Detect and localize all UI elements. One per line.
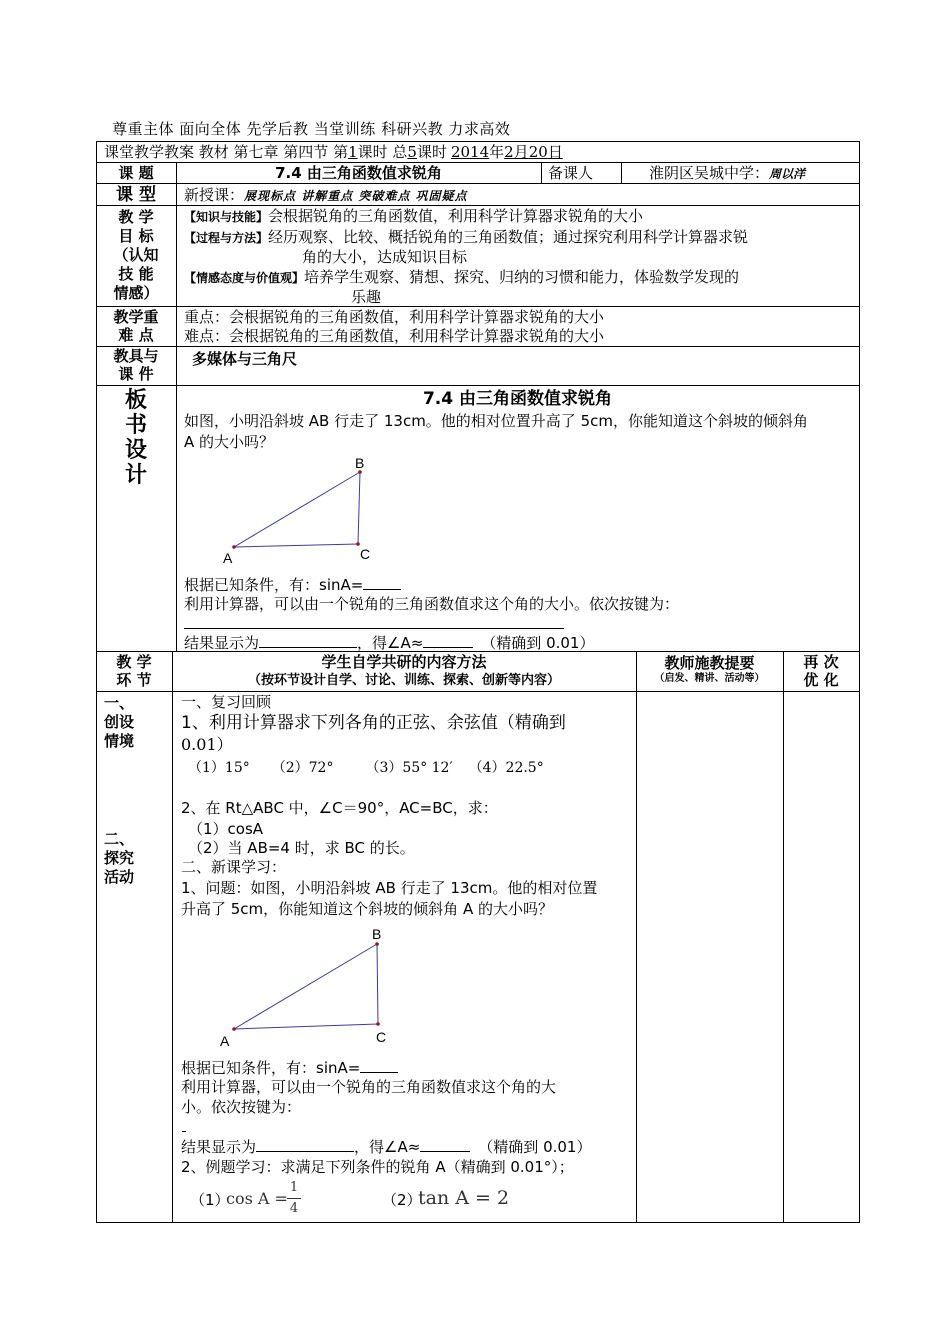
example-2-expr: tan A = 2 <box>418 1187 510 1209</box>
date-nian: 年 <box>489 143 505 161</box>
example-title: 2、例题学习：求满足下列条件的锐角 A（精确到 0.01°）； <box>181 1158 574 1176</box>
new-question-1b: 升高了 5cm，你能知道这个斜坡的倾斜角 A 的大小吗？ <box>181 900 553 918</box>
lesson-calc-line1: 利用计算器，可以由一个锐角的三角函数值求这个角的大 <box>181 1078 557 1096</box>
lesson-vertex-a-dot <box>232 1027 236 1031</box>
header-mid2: 课时 <box>416 143 447 161</box>
lesson-number: 1 <box>348 143 358 161</box>
stage-create-2: 创设 <box>104 713 135 731</box>
lesson-triangle-figure <box>172 920 636 1050</box>
review-question-2a: （1）cosA <box>188 820 264 838</box>
lesson-header <box>104 142 563 162</box>
header-mid1: 课时 总 <box>357 143 408 161</box>
goal-process-tag: 【过程与方法】 <box>184 231 269 245</box>
date-yue: 月 <box>513 143 529 161</box>
review-question-1b: 0.01） <box>181 735 233 754</box>
preparer-info <box>649 163 805 184</box>
example-1-fraction-bar <box>287 1198 301 1199</box>
content-col-head-title: 学生自学共研的内容方法 <box>321 653 487 671</box>
lesson-sin-blank[interactable] <box>360 1058 398 1073</box>
goal-knowledge <box>184 206 643 227</box>
goals-label-4: 技 能 <box>118 265 154 283</box>
stage-explore-3: 活动 <box>104 868 135 886</box>
optimize-col-head-2: 优 化 <box>803 671 839 689</box>
goals-label <box>96 208 176 303</box>
board-question-line1: 如图，小明沿斜坡 AB 行走了 13cm。他的相对位置升高了 5cm，你能知道这个斜坡的倾斜角 <box>184 412 808 430</box>
review-item-1: （1）15° <box>188 760 250 776</box>
lesson-side-ac <box>234 1024 378 1029</box>
lesson-result <box>181 1137 591 1157</box>
lesson-vertex-b-label: B <box>372 926 382 942</box>
date-ri: 日 <box>547 143 563 161</box>
keypoints-label <box>96 308 176 344</box>
vertex-c-label: C <box>360 546 371 562</box>
teacher-col-head-title: 教师施教提要 <box>664 654 755 672</box>
lesson-side-ab <box>234 944 377 1029</box>
date-day: 20 <box>528 143 548 161</box>
board-label-3: 设 <box>124 438 147 463</box>
teacher-col-head-sub: （启发、精讲、活动等） <box>654 673 765 684</box>
content-col-head-sub: （按环节设计自学、讨论、训练、探索、创新等内容） <box>247 673 560 688</box>
side-ab <box>234 472 360 547</box>
lesson-vertex-b-dot <box>375 942 379 946</box>
keypoints-label-1: 教学重 <box>113 308 159 326</box>
board-label-1: 板 <box>124 388 147 413</box>
topic-value: 7.4 由三角函数值求锐角 <box>275 164 442 182</box>
goals-label-2: 目 标 <box>118 227 154 245</box>
lesson-result-prefix: 结果显示为 <box>181 1138 257 1156</box>
lesson-angle-blank[interactable] <box>420 1137 470 1152</box>
stage-explore-2: 探究 <box>104 849 135 867</box>
board-question-line2: A 的大小吗？ <box>184 433 275 451</box>
date-year: 2014 <box>450 143 490 161</box>
new-question-1: 1、问题：如图，小明沿斜坡 AB 行走了 13cm。他的相对位置 <box>181 879 598 897</box>
board-title: 7.4 由三角函数值求锐角 <box>422 389 613 409</box>
total-lessons: 5 <box>407 143 417 161</box>
teacher-name: 周以洋 <box>769 167 806 181</box>
review-question-2b: （2）当 AB=4 时，求 BC 的长。 <box>188 839 415 857</box>
optimize-col-head <box>783 653 859 689</box>
header-prefix: 课堂教学教案 教材 第七章 第四节 第 <box>104 143 349 161</box>
lesson-keys-blank[interactable] <box>182 1131 186 1132</box>
vertex-a-label: A <box>223 550 233 566</box>
type-value <box>184 185 468 206</box>
type-label: 课 型 <box>116 185 156 205</box>
date-month: 2 <box>504 143 514 161</box>
type-prefix: 新授课： <box>184 186 245 204</box>
stage-col-head-2: 环 节 <box>116 671 152 689</box>
preparer-label: 备课人 <box>548 164 594 182</box>
goal-emotion-text: 培养学生观察、猜想、探究、归纳的习惯和能力，体验数学发现的 <box>304 268 740 286</box>
vertex-b-label: B <box>355 455 365 471</box>
lesson-condition-text: 根据已知条件，有：sinA= <box>181 1059 361 1077</box>
example-1-label: （1） <box>190 1191 230 1209</box>
review-title: 一、复习回顾 <box>181 693 272 711</box>
goals-label-1: 教 学 <box>118 208 154 226</box>
goal-knowledge-tag: 【知识与技能】 <box>184 210 269 224</box>
review-items <box>188 758 544 778</box>
goals-label-3: （认知 <box>113 246 159 264</box>
side-bc <box>358 472 360 544</box>
stage-create-1: 一、 <box>104 694 135 712</box>
new-lesson-title: 二、新课学习： <box>181 858 287 876</box>
board-angle-blank[interactable] <box>423 633 473 648</box>
stage-col-head-1: 教 学 <box>116 653 152 671</box>
type-keywords: 展现标点 讲解重点 突破难点 巩固疑点 <box>244 189 468 203</box>
review-question-1: 1、利用计算器求下列各角的正弦、余弦值（精确到 <box>181 713 566 733</box>
board-label-4: 计 <box>124 463 147 488</box>
lesson-condition <box>181 1058 398 1078</box>
tools-value: 多媒体与三角尺 <box>192 350 298 368</box>
board-label <box>96 388 176 488</box>
review-item-3: （3）55° 12′ <box>365 760 453 776</box>
review-item-4: （4）22.5° <box>468 760 544 776</box>
board-result-mid: ，得∠A≈ <box>357 634 424 652</box>
board-result-prefix: 结果显示为 <box>184 634 260 652</box>
hard-point: 难点：会根据锐角的三角函数值，利用科学计算器求锐角的大小 <box>184 327 605 345</box>
board-label-2: 书 <box>124 413 147 438</box>
example-1-denominator: 4 <box>289 1201 299 1216</box>
lesson-vertex-a-label: A <box>220 1033 230 1049</box>
board-triangle-figure <box>176 452 859 576</box>
tools-label-2: 课 件 <box>118 365 154 383</box>
stage-explore-1: 二、 <box>104 830 135 848</box>
lesson-result-blank[interactable] <box>256 1137 354 1152</box>
lesson-side-bc <box>377 944 378 1024</box>
board-condition-text: 根据已知条件，有：sinA= <box>184 576 364 594</box>
side-ac <box>234 544 358 547</box>
board-sin-blank[interactable] <box>363 575 401 590</box>
review-item-2: （2）72° <box>271 760 334 776</box>
board-calc-text: 利用计算器，可以由一个锐角的三角函数值求这个角的大小。依次按键为： <box>184 595 680 613</box>
stage-col-head <box>96 653 172 689</box>
review-question-2: 2、在 Rt△ABC 中，∠C＝90°，AC=BC，求： <box>181 799 498 817</box>
goal-process <box>184 227 748 248</box>
tools-label-1: 教具与 <box>113 347 159 365</box>
keypoints-label-2: 难 点 <box>118 326 154 344</box>
lesson-calc-line2: 小。依次按键为： <box>181 1098 302 1116</box>
stage-create-3: 情境 <box>104 732 135 750</box>
goal-process-text: 经历观察、比较、概括锐角的三角函数值；通过探究利用科学计算器求锐 <box>268 228 749 246</box>
board-keys-blank[interactable] <box>184 628 564 629</box>
example-2-label: （2） <box>382 1191 422 1209</box>
example-1-func: cos A = <box>226 1189 288 1208</box>
vertex-a-dot <box>232 545 236 549</box>
school-name: 淮阴区吴城中学： <box>649 164 770 182</box>
lesson-vertex-c-dot <box>376 1022 380 1026</box>
topic-label: 课 题 <box>118 164 154 182</box>
lesson-vertex-c-label: C <box>376 1029 387 1045</box>
goal-process-text-2: 角的大小，达成知识目标 <box>302 248 468 266</box>
stage-create <box>104 694 134 751</box>
goal-emotion-text-2: 乐趣 <box>351 288 382 306</box>
tools-label <box>96 347 176 383</box>
goals-label-5: 情感） <box>113 284 159 302</box>
goal-emotion <box>184 267 739 288</box>
goal-emotion-tag: 【情感态度与价值观】 <box>184 271 305 285</box>
lesson-result-suffix: （精确到 0.01） <box>478 1138 592 1156</box>
board-result <box>184 633 594 653</box>
board-result-suffix: （精确到 0.01） <box>481 634 595 652</box>
stage-explore <box>104 830 134 887</box>
lesson-result-mid: ，得∠A≈ <box>354 1138 421 1156</box>
goal-knowledge-text: 会根据锐角的三角函数值，利用科学计算器求锐角的大小 <box>268 207 644 225</box>
motto: 尊重主体 面向全体 先学后教 当堂训练 科研兴教 力求高效 <box>112 120 511 138</box>
key-point: 重点：会根据锐角的三角函数值，利用科学计算器求锐角的大小 <box>184 308 605 326</box>
board-result-blank[interactable] <box>259 633 357 648</box>
optimize-col-head-1: 再 次 <box>803 653 839 671</box>
board-condition <box>184 575 401 595</box>
example-1-numerator: 1 <box>289 1180 299 1195</box>
